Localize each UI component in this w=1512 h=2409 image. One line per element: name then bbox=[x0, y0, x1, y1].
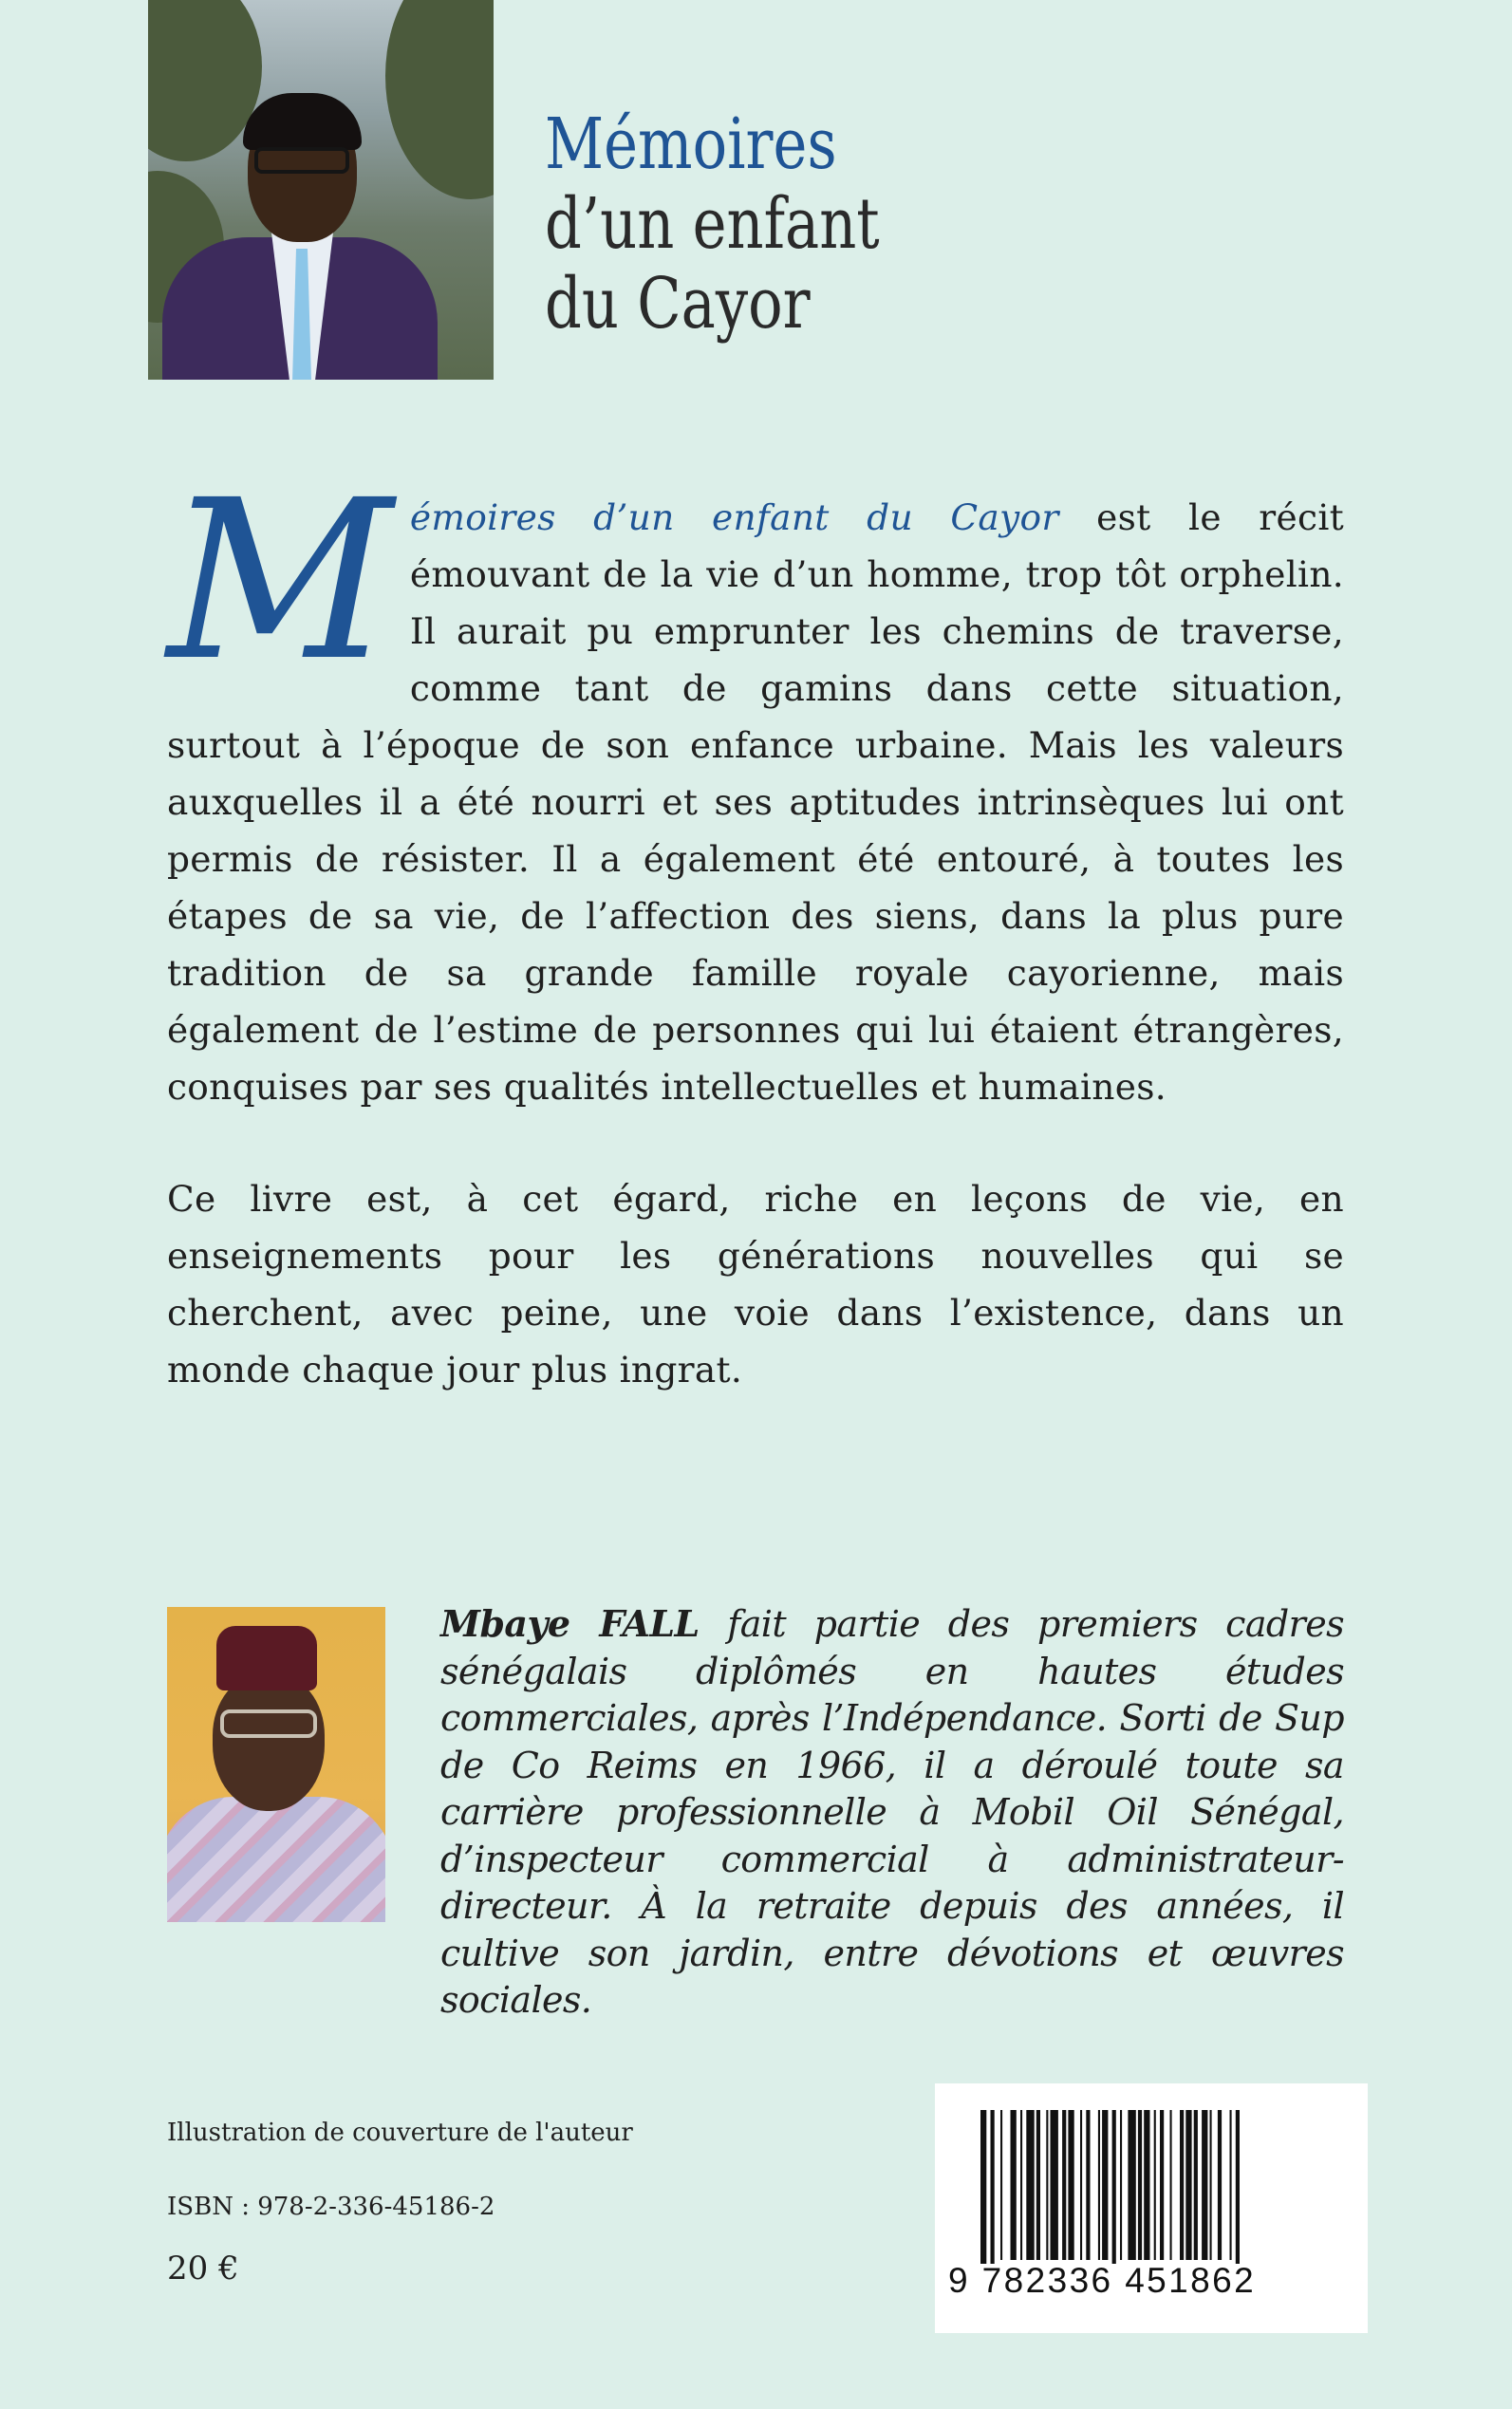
barcode-bar bbox=[980, 2110, 986, 2264]
barcode-bar bbox=[1180, 2110, 1184, 2260]
title-line-1: Mémoires bbox=[545, 103, 837, 185]
barcode-bar bbox=[1230, 2110, 1232, 2260]
barcode-bar bbox=[1160, 2110, 1164, 2260]
drop-cap: M bbox=[167, 453, 393, 709]
barcode-bar bbox=[1011, 2110, 1017, 2260]
barcode bbox=[935, 2083, 1368, 2333]
barcode-bar bbox=[1138, 2110, 1142, 2260]
title-line-3: du Cayor bbox=[545, 263, 811, 345]
barcode-bar bbox=[1144, 2110, 1149, 2260]
barcode-bars bbox=[935, 2083, 1368, 2264]
barcode-bar bbox=[1120, 2110, 1122, 2260]
barcode-bar bbox=[1154, 2110, 1156, 2260]
cover-credit: Illustration de couverture de l'auteur bbox=[167, 2119, 633, 2147]
title-line-2: d’un enfant bbox=[545, 183, 880, 265]
author-photo bbox=[167, 1607, 385, 1922]
barcode-bar bbox=[1046, 2110, 1048, 2260]
isbn: ISBN : 978-2-336-45186-2 bbox=[167, 2193, 495, 2221]
summary-lead: émoires d’un enfant du Cayor bbox=[409, 496, 1059, 538]
barcode-bar bbox=[1202, 2110, 1207, 2260]
barcode-digits: 9 782336 451862 bbox=[948, 2261, 1257, 2300]
author-bio-text: fait partie des premiers cadres sénégalais diplômés en hautes études commerciales, après l’Indépendance. Sorti de Sup de Co Reims en 1966, il a déroulé toute sa carrière professionnelle à Mobil Oil Sénégal, d’inspecteur commercial à administrateur-directeur. À la retraite depuis des années, il cultive son jardin, entre dévotions et œuvres sociales. bbox=[440, 1603, 1344, 2021]
barcode-bar bbox=[1020, 2110, 1022, 2260]
barcode-bar bbox=[1185, 2110, 1191, 2260]
price: 20 € bbox=[167, 2250, 239, 2288]
barcode-bar bbox=[1128, 2110, 1135, 2260]
barcode-bar bbox=[991, 2110, 995, 2264]
barcode-bar bbox=[1068, 2110, 1073, 2260]
barcode-bar bbox=[1218, 2110, 1222, 2260]
summary-text: est le récit émouvant de la vie d’un homme, trop tôt orphelin. Il aurait pu emprunter les chemins de traverse, comme tant de gamins dans cette situation, surtout à l’époque de son enfance urbaine. Mais les valeurs auxquelles il a été nourri et ses aptitudes intrinsèques lui ont permis de résister. Il a également été entouré, à toutes les étapes de sa vie, de l’affection des siens, dans la plus pure tradition de sa grande famille royale cayorienne, mais également de l’estime de personnes qui lui étaient étrangères, conquises par ses qualités intellectuelles et humaines. bbox=[167, 496, 1344, 1108]
barcode-bar bbox=[1170, 2110, 1172, 2260]
author-name: Mbaye FALL bbox=[440, 1602, 700, 1645]
barcode-bar bbox=[1000, 2110, 1002, 2260]
barcode-bar bbox=[1051, 2110, 1058, 2260]
barcode-bar bbox=[1194, 2110, 1198, 2260]
barcode-bar bbox=[1210, 2110, 1212, 2260]
summary-paragraph-1 bbox=[167, 453, 1344, 1115]
barcode-bar bbox=[1112, 2110, 1116, 2264]
barcode-bar bbox=[1036, 2110, 1040, 2260]
barcode-bar bbox=[1102, 2110, 1108, 2260]
summary-paragraph-2: Ce livre est, à cet égard, riche en leçons de vie, en enseignements pour les générations nouvelles qui se cherchent, avec peine, une voie dans l’existence, dans un monde chaque jour plus ingrat. bbox=[167, 1178, 1344, 1391]
barcode-bar bbox=[1062, 2110, 1066, 2260]
barcode-bar bbox=[1080, 2110, 1082, 2260]
barcode-bar bbox=[1236, 2110, 1240, 2264]
book-title bbox=[545, 104, 880, 344]
barcode-bar bbox=[1026, 2110, 1034, 2260]
cover-photo-author-young bbox=[148, 0, 494, 380]
barcode-bar bbox=[1086, 2110, 1090, 2260]
author-bio bbox=[440, 1600, 1344, 2025]
barcode-bar bbox=[1098, 2110, 1100, 2260]
